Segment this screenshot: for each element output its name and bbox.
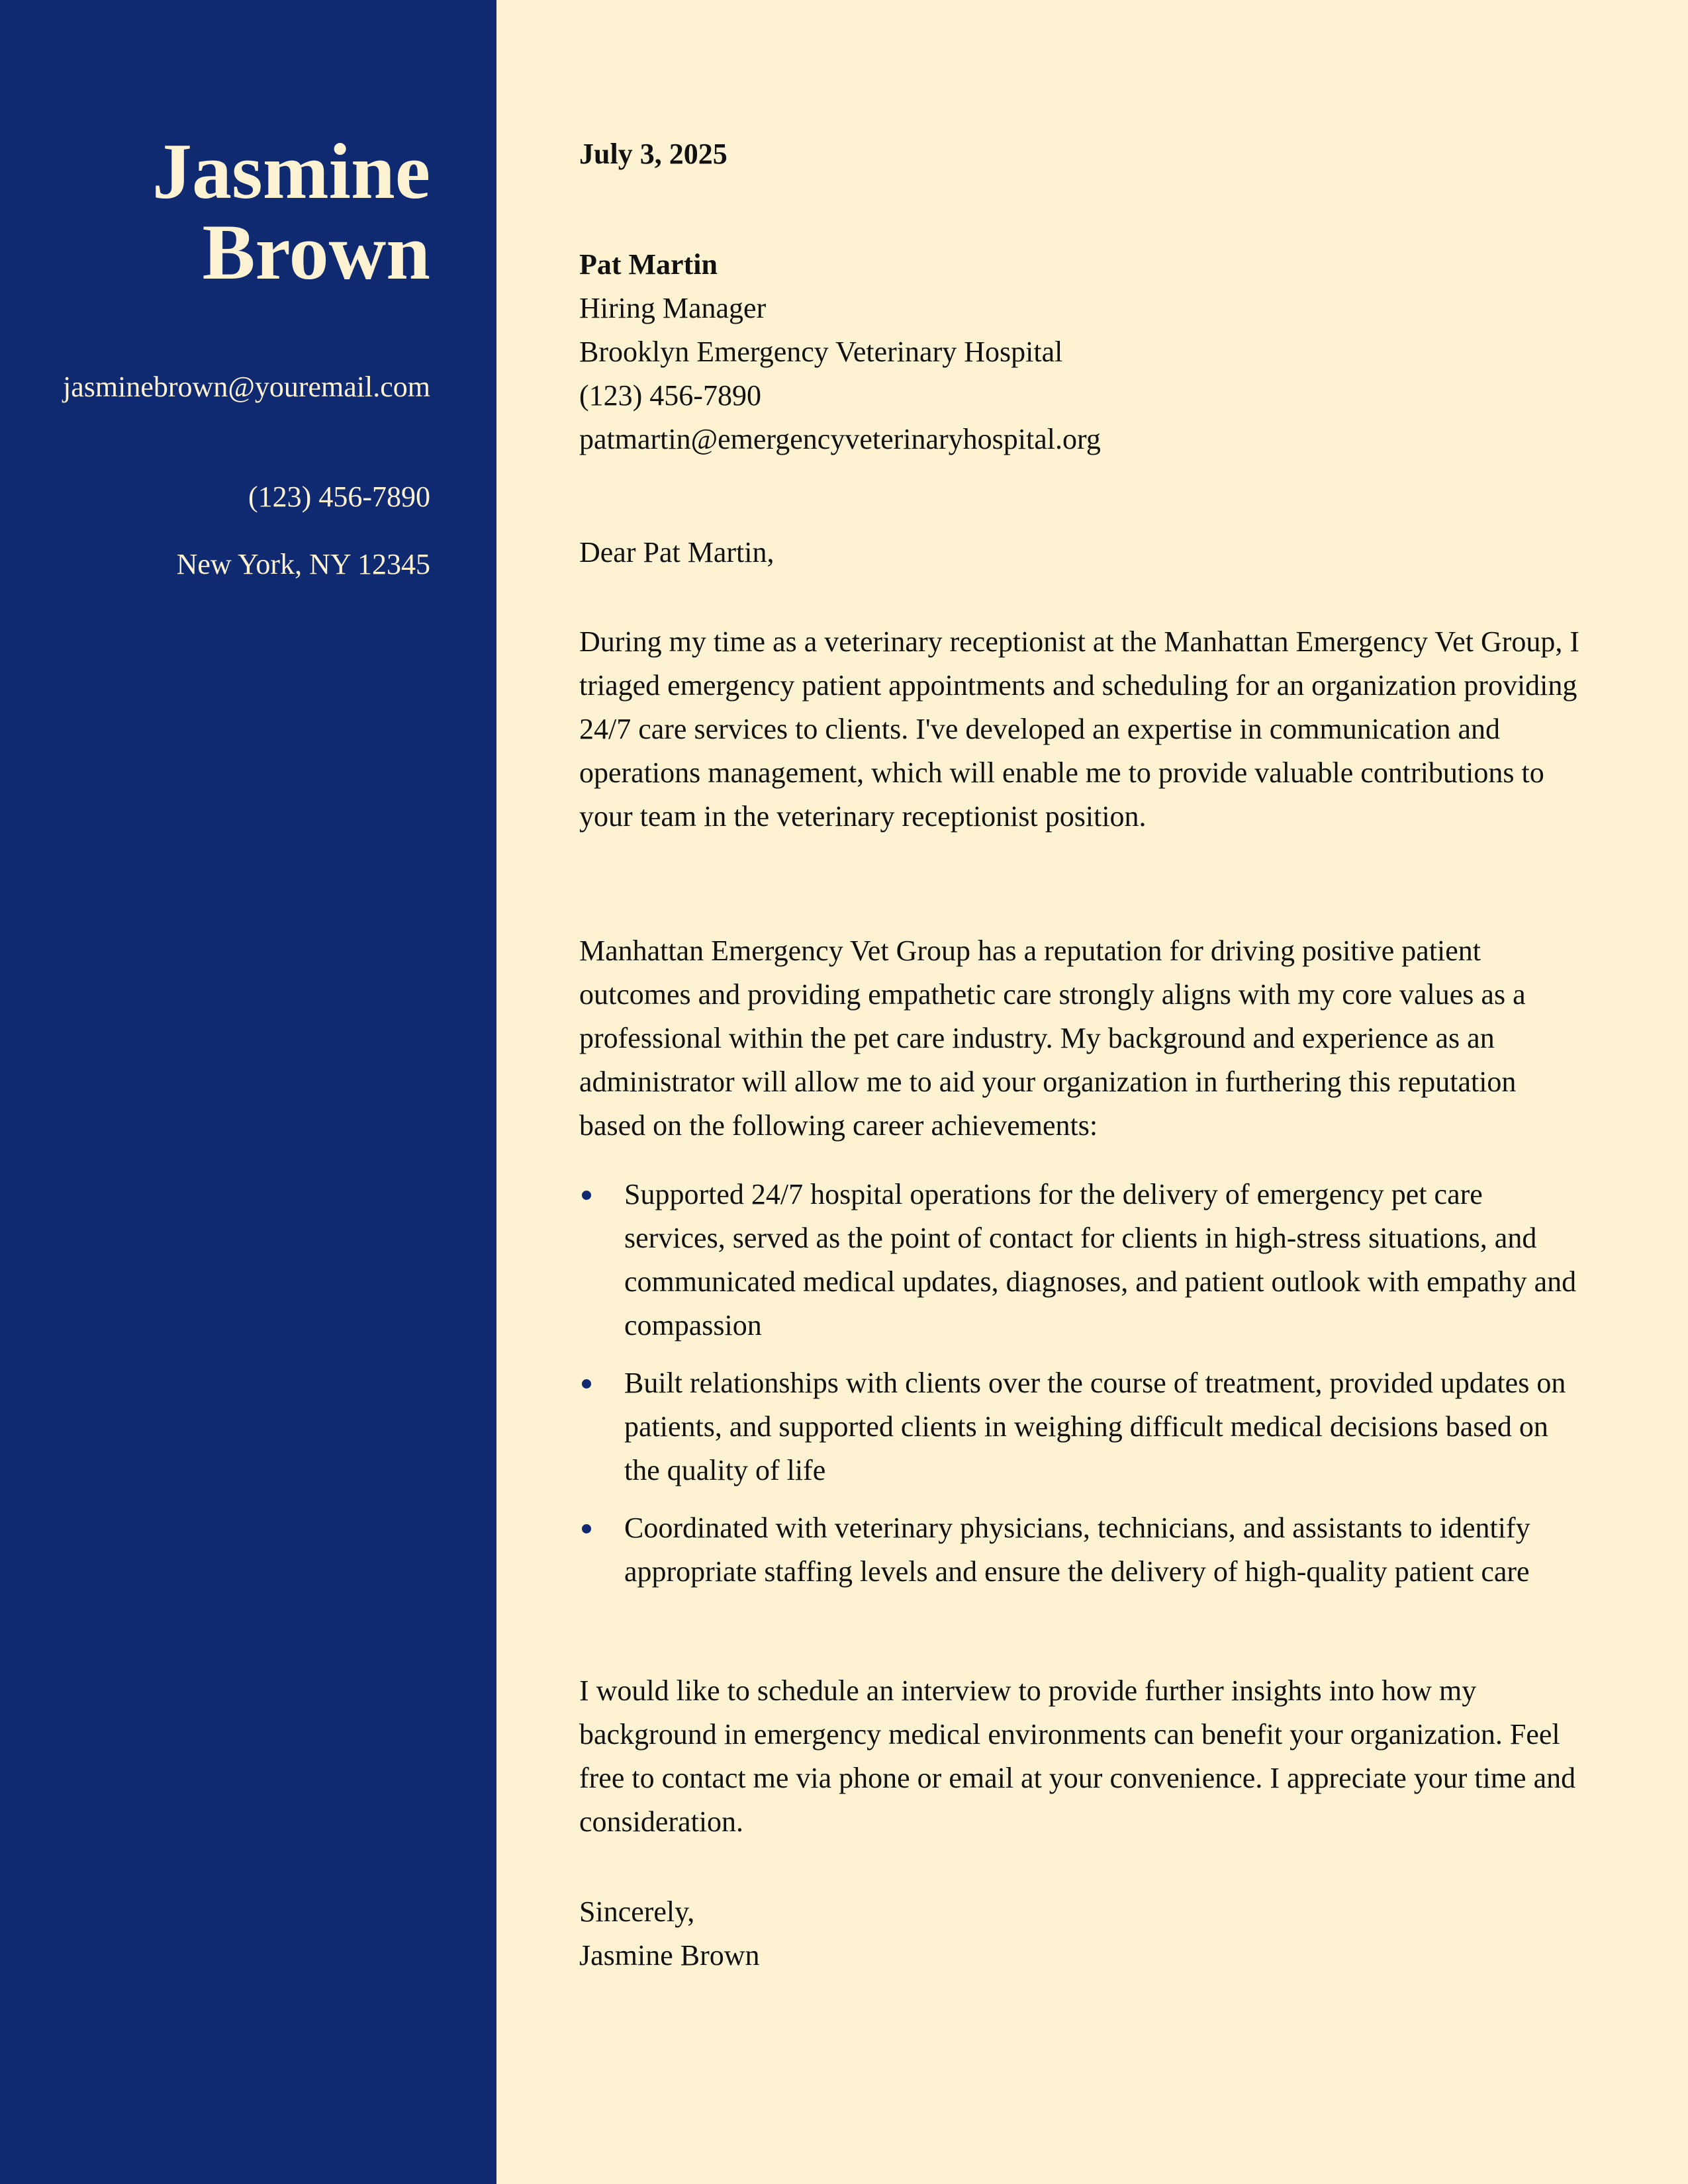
- letter-date: July 3, 2025: [579, 138, 727, 170]
- bullet-icon: [582, 1379, 591, 1388]
- recipient-title: Hiring Manager: [579, 292, 767, 324]
- paragraph-intro: During my time as a veterinary receptionist at the Manhattan Emergency Vet Group, I triaged emergency patient appointments and scheduling for an organization providing 24/7 care services to clients. I've developed an expertise in communication and operations management, which will enable me to provide valuable contributions to your team in the veterinary receptionist position.: [579, 625, 1580, 833]
- recipient-organization: Brooklyn Emergency Veterinary Hospital: [579, 336, 1063, 368]
- signoff: [579, 1890, 760, 1978]
- list-item: [579, 1361, 1585, 1492]
- bullet-icon: [582, 1191, 591, 1200]
- list-item-text: Supported 24/7 hospital operations for the delivery of emergency pet care services, served as the point of contact for clients in high-stress situations, and communicated medical updates, diagnoses, and patient outlook with empathy and compassion: [624, 1178, 1577, 1342]
- recipient-block: [579, 243, 1101, 461]
- recipient-name: Pat Martin: [579, 248, 718, 281]
- list-item-text: Coordinated with veterinary physicians, technicians, and assistants to identify appropriate staffing levels and ensure the delivery of high-quality patient care: [624, 1512, 1530, 1588]
- sender-first-name: Jasmine: [152, 127, 430, 215]
- bullet-icon: [582, 1524, 591, 1533]
- recipient-email: patmartin@emergencyveterinaryhospital.org: [579, 423, 1101, 455]
- list-item-text: Built relationships with clients over the course of treatment, provided updates on patients, and supported clients in weighing difficult medical decisions based on the quality of life: [624, 1367, 1566, 1486]
- sidebar: [0, 0, 496, 2184]
- signature-name: Jasmine Brown: [579, 1939, 760, 1972]
- sender-location: New York, NY 12345: [176, 548, 430, 580]
- sender-name: [33, 127, 430, 296]
- sender-phone: (123) 456-7890: [248, 480, 430, 513]
- sender-last-name: Brown: [202, 208, 430, 296]
- list-item: [579, 1506, 1585, 1594]
- paragraph-reputation: Manhattan Emergency Vet Group has a reputation for driving positive patient outcomes and providing empathetic care strongly aligns with my core values as a professional within the pet care industry. My background and experience as an administrator will allow me to aid your organization in furthering this reputation based on the following career achievements:: [579, 934, 1526, 1142]
- recipient-phone: (123) 456-7890: [579, 379, 761, 412]
- salutation: Dear Pat Martin,: [579, 536, 774, 569]
- achievements-list: [579, 1173, 1585, 1608]
- list-item: [579, 1173, 1585, 1347]
- sender-email: jasminebrown@youremail.com: [63, 371, 430, 403]
- paragraph-closing: I would like to schedule an interview to provide further insights into how my background in emergency medical environments can benefit your organization. Feel free to contact me via phone or email at your convenience. I appreciate your time and consideration.: [579, 1674, 1576, 1838]
- closing-phrase: Sincerely,: [579, 1895, 695, 1928]
